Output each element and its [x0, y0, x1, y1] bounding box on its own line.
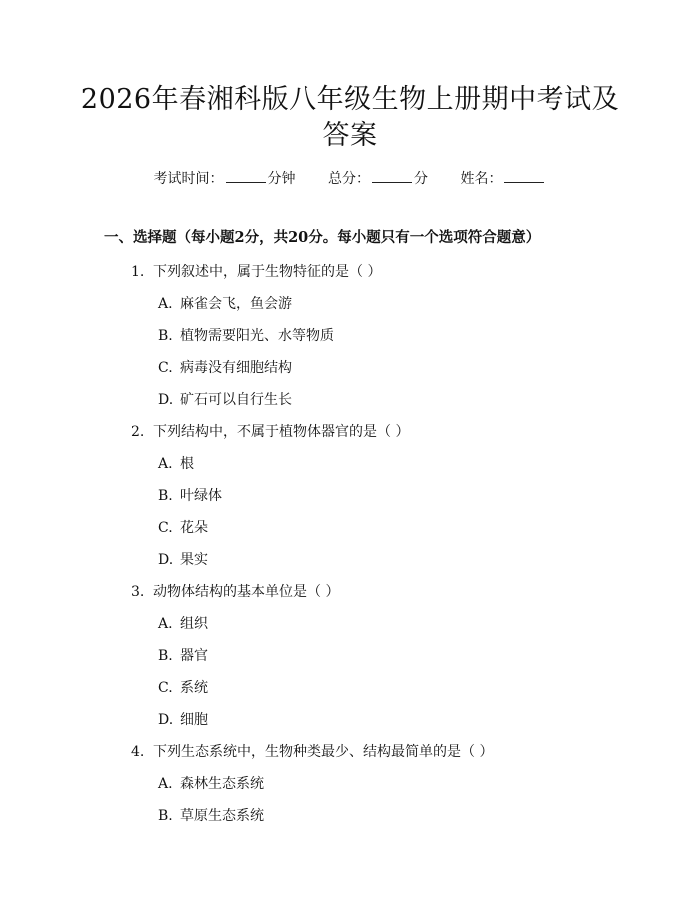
- option-letter: A.: [158, 456, 173, 472]
- option-letter: A.: [158, 776, 173, 792]
- question-number: 2.: [131, 424, 145, 440]
- option-letter: C.: [158, 360, 173, 376]
- exam-time-unit: 分钟: [267, 171, 296, 187]
- exam-time-label: 考试时间：: [153, 171, 224, 187]
- option-text: 草原生态系统: [180, 808, 264, 824]
- option-letter: B.: [158, 488, 173, 504]
- page-title-line-2: 答案: [322, 120, 378, 151]
- question-3-option-a: [158, 614, 208, 634]
- option-text: 森林生态系统: [180, 776, 264, 792]
- question-3: [131, 582, 339, 602]
- question-1-option-d: [158, 390, 292, 410]
- option-text: 组织: [180, 616, 208, 632]
- option-text: 根: [180, 456, 194, 472]
- question-3-option-b: [158, 646, 208, 666]
- exam-info-row: [0, 168, 700, 189]
- name-label: 姓名：: [460, 171, 503, 187]
- option-letter: D.: [158, 712, 174, 728]
- question-4-option-a: [158, 774, 264, 794]
- question-text: 下列生态系统中，生物种类最少、结构最简单的是（ ）: [153, 744, 494, 760]
- question-4: [131, 742, 493, 762]
- option-text: 花朵: [180, 520, 208, 536]
- option-letter: A.: [158, 616, 173, 632]
- question-3-option-c: [158, 678, 208, 698]
- option-text: 矿石可以自行生长: [180, 392, 292, 408]
- option-text: 细胞: [180, 712, 208, 728]
- option-letter: C.: [158, 680, 173, 696]
- question-2-option-a: [158, 454, 194, 474]
- question-text: 动物体结构的基本单位是（ ）: [153, 584, 340, 600]
- question-2-option-c: [158, 518, 208, 538]
- question-2-option-d: [158, 550, 208, 570]
- option-text: 系统: [180, 680, 208, 696]
- question-text: 下列叙述中，属于生物特征的是（ ）: [153, 264, 382, 280]
- question-4-option-b: [158, 806, 264, 826]
- exam-time-blank[interactable]: [226, 168, 266, 183]
- question-3-option-d: [158, 710, 208, 730]
- option-text: 果实: [180, 552, 208, 568]
- total-score-unit: 分: [414, 171, 428, 187]
- total-score-blank[interactable]: [372, 168, 412, 183]
- question-1: [131, 262, 381, 282]
- exam-time-field: [154, 171, 296, 187]
- question-text: 下列结构中，不属于植物体器官的是（ ）: [153, 424, 410, 440]
- option-letter: C.: [158, 520, 173, 536]
- page-title-line-1: 2026年春湘科版八年级生物上册期中考试及: [80, 84, 620, 115]
- option-letter: A.: [158, 296, 173, 312]
- question-number: 4.: [131, 744, 145, 760]
- question-number: 3.: [131, 584, 145, 600]
- total-score-label: 总分：: [328, 171, 370, 187]
- option-letter: B.: [158, 808, 173, 824]
- option-text: 病毒没有细胞结构: [180, 360, 292, 376]
- question-1-option-a: [158, 294, 292, 314]
- name-blank[interactable]: [504, 168, 544, 183]
- question-2-option-b: [158, 486, 222, 506]
- option-text: 植物需要阳光、水等物质: [180, 328, 334, 344]
- name-field: [460, 171, 546, 187]
- total-score-field: [328, 171, 428, 187]
- option-letter: D.: [158, 392, 174, 408]
- option-letter: B.: [158, 648, 173, 664]
- option-letter: B.: [158, 328, 173, 344]
- option-letter: D.: [158, 552, 174, 568]
- option-text: 叶绿体: [180, 488, 222, 504]
- option-text: 麻雀会飞，鱼会游: [180, 296, 292, 312]
- question-1-option-c: [158, 358, 292, 378]
- question-2: [131, 422, 409, 442]
- question-1-option-b: [158, 326, 334, 346]
- section-heading-choice: 一、选择题（每小题2分，共20分。每小题只有一个选项符合题意）: [104, 229, 541, 246]
- option-text: 器官: [180, 648, 208, 664]
- question-number: 1.: [131, 264, 145, 280]
